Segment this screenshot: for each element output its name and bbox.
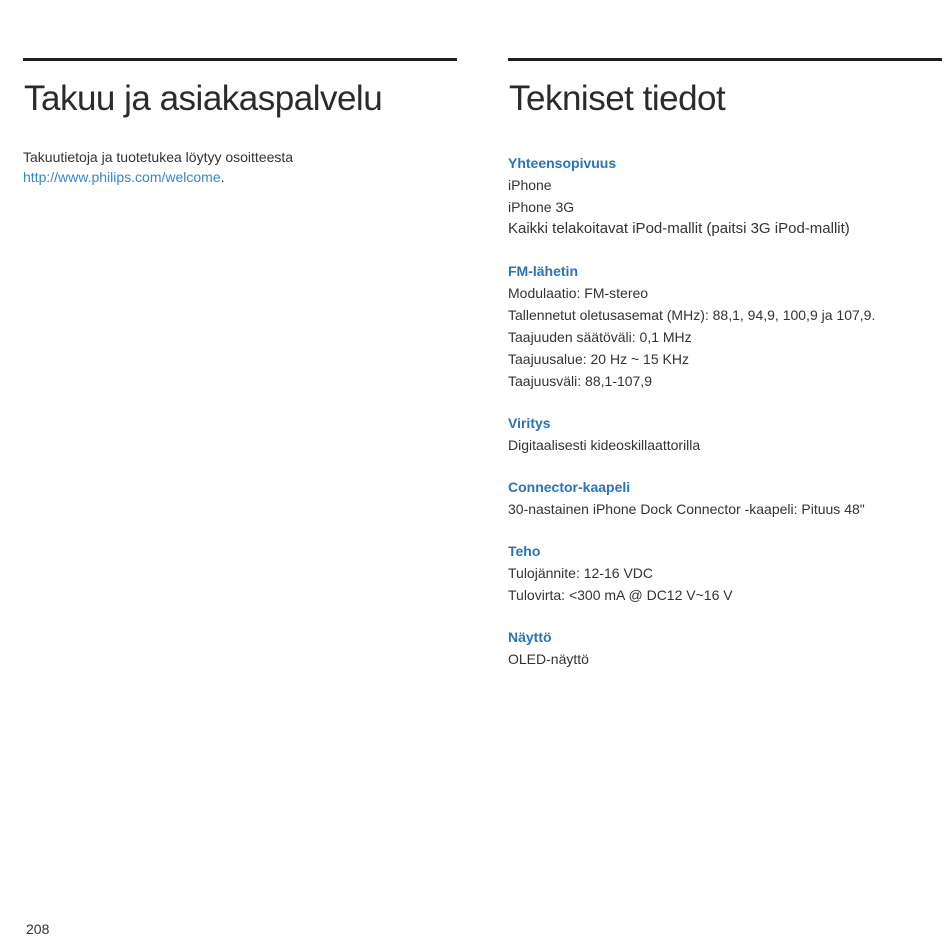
spec-line: OLED-näyttö [508,651,589,667]
spec-line: Taajuusväli: 88,1-107,9 [508,373,652,389]
spec-line: 30-nastainen iPhone Dock Connector -kaapeli: Pituus 48" [508,501,865,517]
spec-section-connector-cable [508,477,942,520]
spec-section-display [508,627,942,670]
spec-line: iPhone 3G [508,199,575,215]
warranty-heading: Takuu ja asiakaspalvelu [24,79,383,118]
warranty-intro-text: Takuutietoja ja tuotetukea löytyy osoitteesta [23,149,294,165]
philips-welcome-link[interactable]: http://www.philips.com/welcome [23,169,221,185]
spec-line: Tallennetut oletusasemat (MHz): 88,1, 94,9, 100,9 ja 107,9. [508,307,876,323]
section-divider [508,58,942,61]
spec-section-fm-transmitter [508,261,942,392]
warranty-intro [23,147,457,187]
spec-line: Taajuuden säätöväli: 0,1 MHz [508,329,692,345]
spec-line: Modulaatio: FM-stereo [508,285,649,301]
spec-line: iPhone [508,177,552,193]
spec-section-compatibility [508,153,942,240]
specs-heading: Tekniset tiedot [509,79,726,118]
spec-section-title: Näyttö [508,629,552,645]
spec-section-power [508,541,942,606]
spec-section-title: Teho [508,543,541,559]
spec-line: Tulovirta: <300 mA @ DC12 V~16 V [508,587,733,603]
section-divider [23,58,457,61]
spec-section-tuning [508,413,942,456]
spec-line: Taajuusalue: 20 Hz ~ 15 KHz [508,351,689,367]
spec-line: Digitaalisesti kideoskillaattorilla [508,437,701,453]
specs-column [508,58,942,691]
spec-section-title: Viritys [508,415,551,431]
spec-section-title: Yhteensopivuus [508,155,617,171]
spec-line: Tulojännite: 12-16 VDC [508,565,654,581]
spec-section-title: FM-lähetin [508,263,578,279]
intro-period: . [220,169,225,185]
warranty-column [23,58,457,187]
spec-line: Kaikki telakoitavat iPod-mallit (paitsi 3G iPod-mallit) [508,220,850,237]
specs-list [508,153,942,670]
spec-section-title: Connector-kaapeli [508,479,631,495]
page-number: 208 [26,921,50,937]
